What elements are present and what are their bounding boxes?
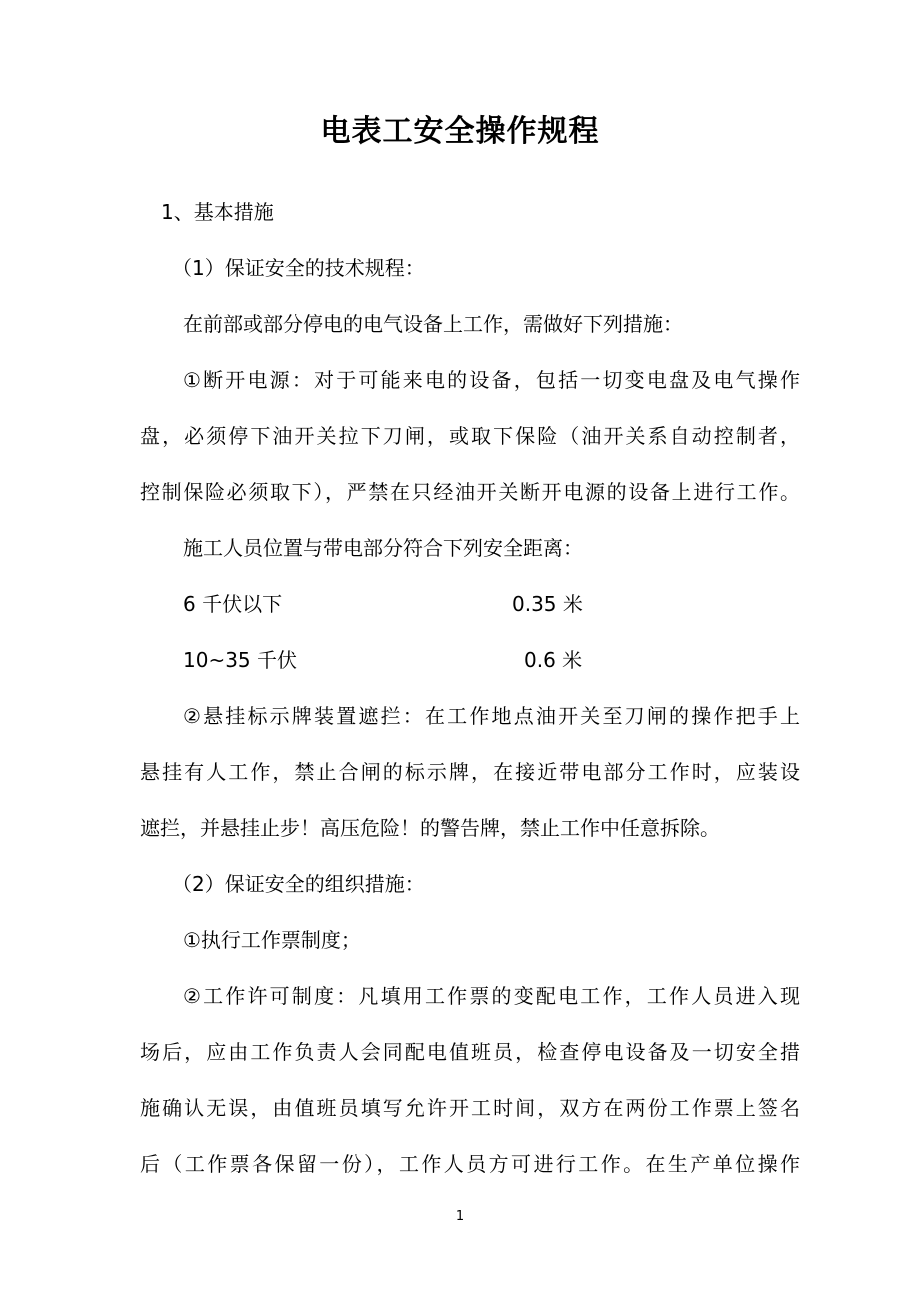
paragraph-line: 悬挂有人工作，禁止合闸的标示牌，在接近带电部分工作时，应装设 xyxy=(140,760,800,784)
paragraph-line: 控制保险必须取下），严禁在只经油开关断开电源的设备上进行工作。 xyxy=(140,480,800,504)
page-number: 1 xyxy=(455,1209,465,1224)
paragraph-line: 施工人员位置与带电部分符合下列安全距离： xyxy=(183,536,583,560)
paragraph-line: ①断开电源：对于可能来电的设备，包括一切变电盘及电气操作 xyxy=(183,368,800,392)
paragraph-line: 遮拦，并悬挂止步！高压危险！的警告牌，禁止工作中任意拆除。 xyxy=(140,816,720,840)
distance-value: 0.6 米 xyxy=(524,648,583,672)
distance-label: 10~35 千伏 xyxy=(183,648,298,672)
distance-value: 0.35 米 xyxy=(512,592,583,616)
paragraph-line: ②工作许可制度：凡填用工作票的变配电工作，工作人员进入现 xyxy=(183,984,800,1008)
paragraph-line: 盘，必须停下油开关拉下刀闸，或取下保险（油开关系自动控制者， xyxy=(140,424,800,448)
paragraph-line: 施确认无误，由值班员填写允许开工时间，双方在两份工作票上签名 xyxy=(140,1096,800,1120)
subsection-heading: （1）保证安全的技术规程： xyxy=(172,256,425,280)
paragraph-line: ①执行工作票制度； xyxy=(183,928,361,952)
paragraph-line: 在前部或部分停电的电气设备上工作，需做好下列措施： xyxy=(183,312,683,336)
section-heading: 1、基本措施 xyxy=(161,200,274,224)
document-title: 电表工安全操作规程 xyxy=(320,114,600,149)
distance-label: 6 千伏以下 xyxy=(183,592,283,616)
paragraph-line: ②悬挂标示牌装置遮拦：在工作地点油开关至刀闸的操作把手上 xyxy=(183,704,800,728)
paragraph-line: 场后，应由工作负责人会同配电值班员，检查停电设备及一切安全措 xyxy=(140,1040,800,1064)
subsection-heading: （2）保证安全的组织措施： xyxy=(172,872,425,896)
paragraph-line: 后（工作票各保留一份），工作人员方可进行工作。在生产单位操作 xyxy=(140,1152,800,1176)
